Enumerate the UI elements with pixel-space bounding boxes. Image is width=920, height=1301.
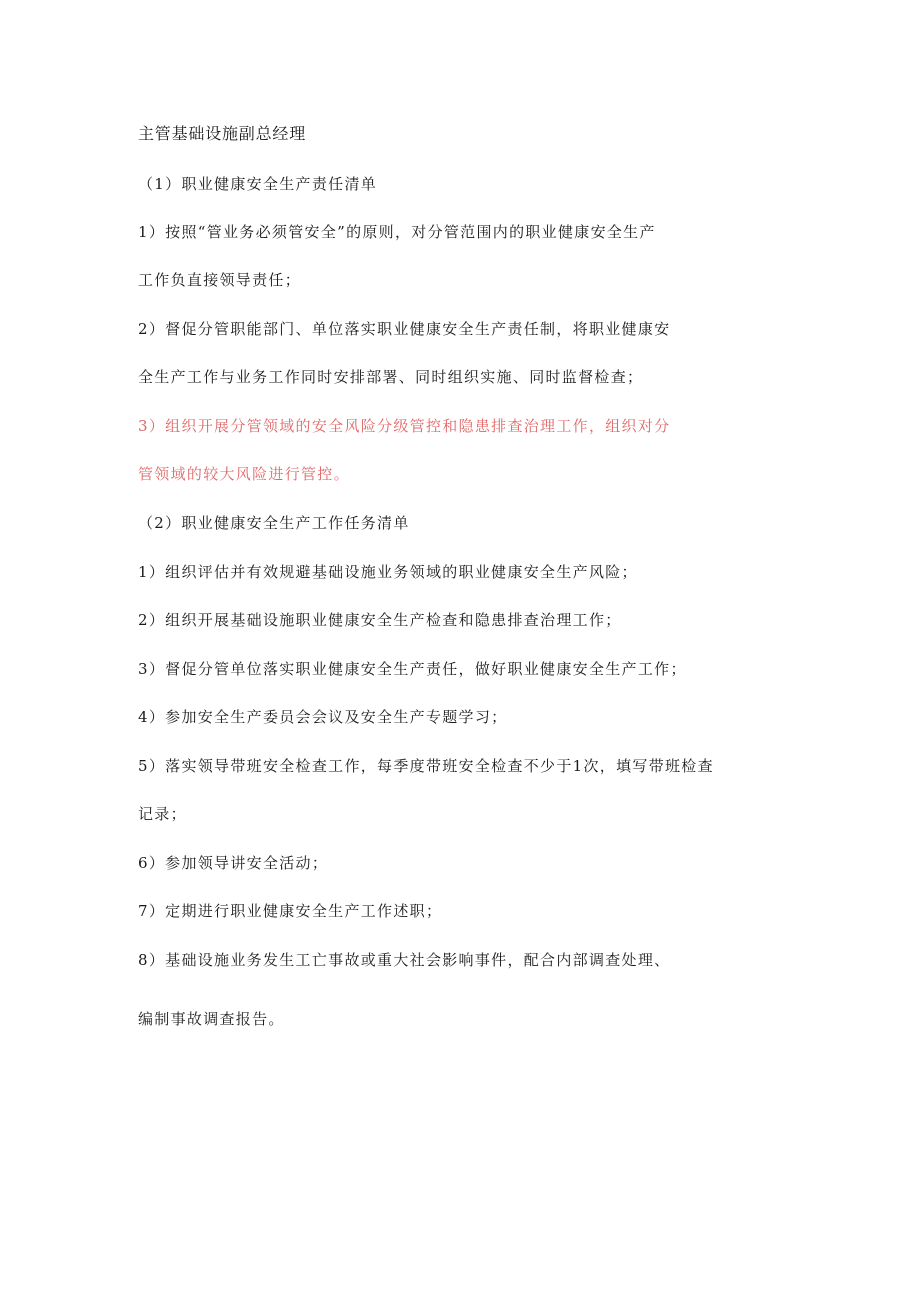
section1-item-1-line2: 工作负直接领导责任；: [138, 271, 302, 289]
section2-item-7: 7）定期进行职业健康安全生产工作述职；: [138, 902, 443, 920]
section2-item-8-line1: 8）基础设施业务发生工亡事故或重大社会影响事件，配合内部调查处理、: [138, 951, 671, 969]
section1-item-3-line1: 3）组织开展分管领域的安全风险分级管控和隐患排查治理工作，组织对分: [138, 417, 671, 435]
section2-item-8-line2: 编制事故调查报告。: [138, 1010, 285, 1028]
section2-item-4: 4）参加安全生产委员会会议及安全生产专题学习；: [138, 708, 508, 726]
section1-item-3-line2: 管领域的较大风险进行管控。: [138, 465, 350, 483]
section2-item-3: 3）督促分管单位落实职业健康安全生产责任，做好职业健康安全生产工作；: [138, 660, 687, 678]
section2-heading: （2）职业健康安全生产工作任务清单: [138, 514, 410, 532]
document-title: 主管基础设施副总经理: [138, 124, 307, 143]
section2-item-1: 1）组织评估并有效规避基础设施业务领域的职业健康安全生产风险；: [138, 563, 638, 581]
section1-item-2-line2: 全生产工作与业务工作同时安排部署、同时组织实施、同时监督检查；: [138, 368, 644, 386]
section2-item-5-line1: 5）落实领导带班安全检查工作，每季度带班安全检查不少于1次，填写带班检查: [138, 757, 714, 775]
section1-heading: （1）职业健康安全生产责任清单: [138, 175, 378, 193]
section1-item-2-line1: 2）督促分管职能部门、单位落实职业健康安全生产责任制，将职业健康安: [138, 320, 671, 338]
section2-item-6: 6）参加领导讲安全活动；: [138, 854, 329, 872]
section2-item-5-line2: 记录；: [138, 805, 187, 823]
section2-item-2: 2）组织开展基础设施职业健康安全生产检查和隐患排查治理工作；: [138, 611, 622, 629]
section1-item-1-line1: 1）按照“管业务必须管安全”的原则，对分管范围内的职业健康安全生产: [138, 223, 656, 241]
